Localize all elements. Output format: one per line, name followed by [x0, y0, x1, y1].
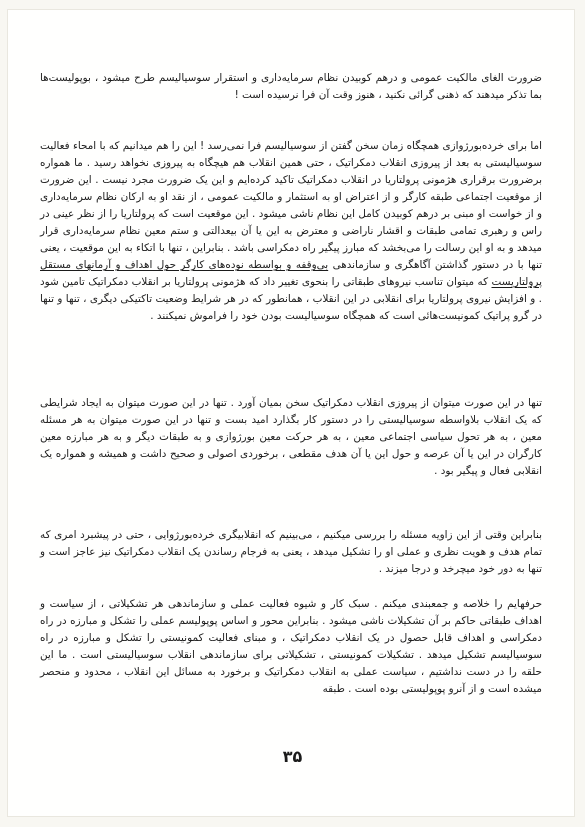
paragraph-1: ضرورت الغای مالکیت عمومی و درهم کوبیدن نظام سرمایه‌داری و استقرار سوسیالیسم طرح میشود ، بوپولیست‌ها بما تذکر میدهند که ذهنی گرائی نکنید ، هنوز وقت آن فرا نرسیده است !	[40, 72, 542, 101]
page-number: ۳۵	[282, 747, 303, 766]
paragraph-2-underlined: بی‌وقفه و بواسطه نوده‌های کارگر حول اهداف و آرمانهای مستقل پرولتاریست	[40, 259, 542, 288]
paragraph-2	[40, 138, 542, 325]
paragraph-3: تنها در این صورت میتوان از پیروزی انقلاب دمکراتیک سخن بمیان آورد . تنها در این صورت میتوان به ایجاد شرایطی که یک انقلاب بلاواسطه سوسیالیستی را در دستور کار بگذارد امید بست و تنها در این صورت میتوان به هر مسئله معین ، به هر تحول سیاسی اجتماعی معین ، به هر حرکت معین بورژوازی و به طبقات دیگر و به هر مبارزه معین کارگران در این یا آن عرصه و حول این یا آن هدف مقطعی ، برخوردی اصولی و صحیح داشت و همیشه و همواره یک انقلابی فعال و پیگیر بود .	[40, 397, 542, 477]
paragraph-4: بنابراین وقتی از این زاویه مسئله را بررسی میکنیم ، می‌بینیم که انقلابیگری خرده‌بورژوایی ، حتی در پیشبرد امری که تمام هدف و هویت نظری و عملی او را تشکیل میدهد ، یعنی به فرجام رساندن یک انقلاب دمکراتیک نیز عاجز است و تنها به دور خود میچرخد و درجا میزند .	[40, 529, 542, 575]
paragraph-2-part-b: که میتوان تناسب نیروهای طبقاتی را بنحوی تغییر داد که هژمونی پرولتاریا بر انقلاب دمکراتیک تامین شود . و افزایش نیروی پرولتاریا برای انقلابی در این انقلاب ، همانطور که در هر شرایط وضعیت تاکتیکی دیگری ، تنها و تنها در گرو پراتیک کمونیست‌هائی است که همچگاه سوسیالیست بودن خود را فراموش نمیکنند .	[40, 276, 542, 322]
paragraph-5: حرفهایم را خلاصه و جمعبندی میکنم . سبک کار و شیوه فعالیت عملی و سازماندهی هر تشکیلاتی ، از سیاست و اهداف طبقاتی حاکم بر آن تشکیلات ناشی میشود . بنابراین محور و اساس پوپولیسم عملی را تشکل و مبارزه در راه دمکراسی و اهداف قابل حصول در یک انقلاب دمکراتیک ، و مبنای فعالیت کمونیستی را تشکل و مبارزه در راه سوسیالیسم تشکیل میدهد . تشکیلات کمونیستی ، تشکیلاتی برای سازماندهی انقلاب سوسیالیستی است . ما این حلقه را در دست نداشتیم ، سیاست عملی به انقلاب دمکراتیک و برخورد به مسائل این انقلاب ، محدود و منحصر میشده است و از آنرو پوپولیستی بوده است . طبقه	[40, 598, 542, 695]
paragraph-2-part-a: اما برای خرده‌بورژوازی همچگاه زمان سخن گفتن از سوسیالیسم فرا نمی‌رسد ! این را هم میدانیم که با امحاء فعالیت سوسیالیستی به بعد از پیروزی انقلاب دمکراتیک ، حتی همین انقلاب هم هیچگاه به پیروزی نخواهد رسید . ما همواره برضرورت برقراری هژمونی پرولتاریا در انقلاب دمکراتیک تاکید کرده‌ایم و این یک ضرورت مجرد نیست . این ضرورت از موقعیت اجتماعی طبقه کارگر و از اعتراض او به استثمار و مالکیت عمومی ، از نقد او به ارکان نظام سرمایه‌داری و از خواست او مبنی بر درهم کوبیدن کامل این نظام ناشی میشود . این موقعیت است که پرولتاریا را از نظر عینی در راس و رهبری تمامی طبقات و اقشار ناراضی و معترض به این یا آن بیعدالتی و ستم معین نظام سرمایه‌داری قرار میدهد و به او این رسالت را می‌بخشد که مبارز پیگیر راه دمکراسی باشد . بنابراین ، تنها با اتکاء به این موقعیت ، یعنی تنها با در دستور گذاشتن آگاهگری و سازماندهی	[40, 140, 542, 271]
